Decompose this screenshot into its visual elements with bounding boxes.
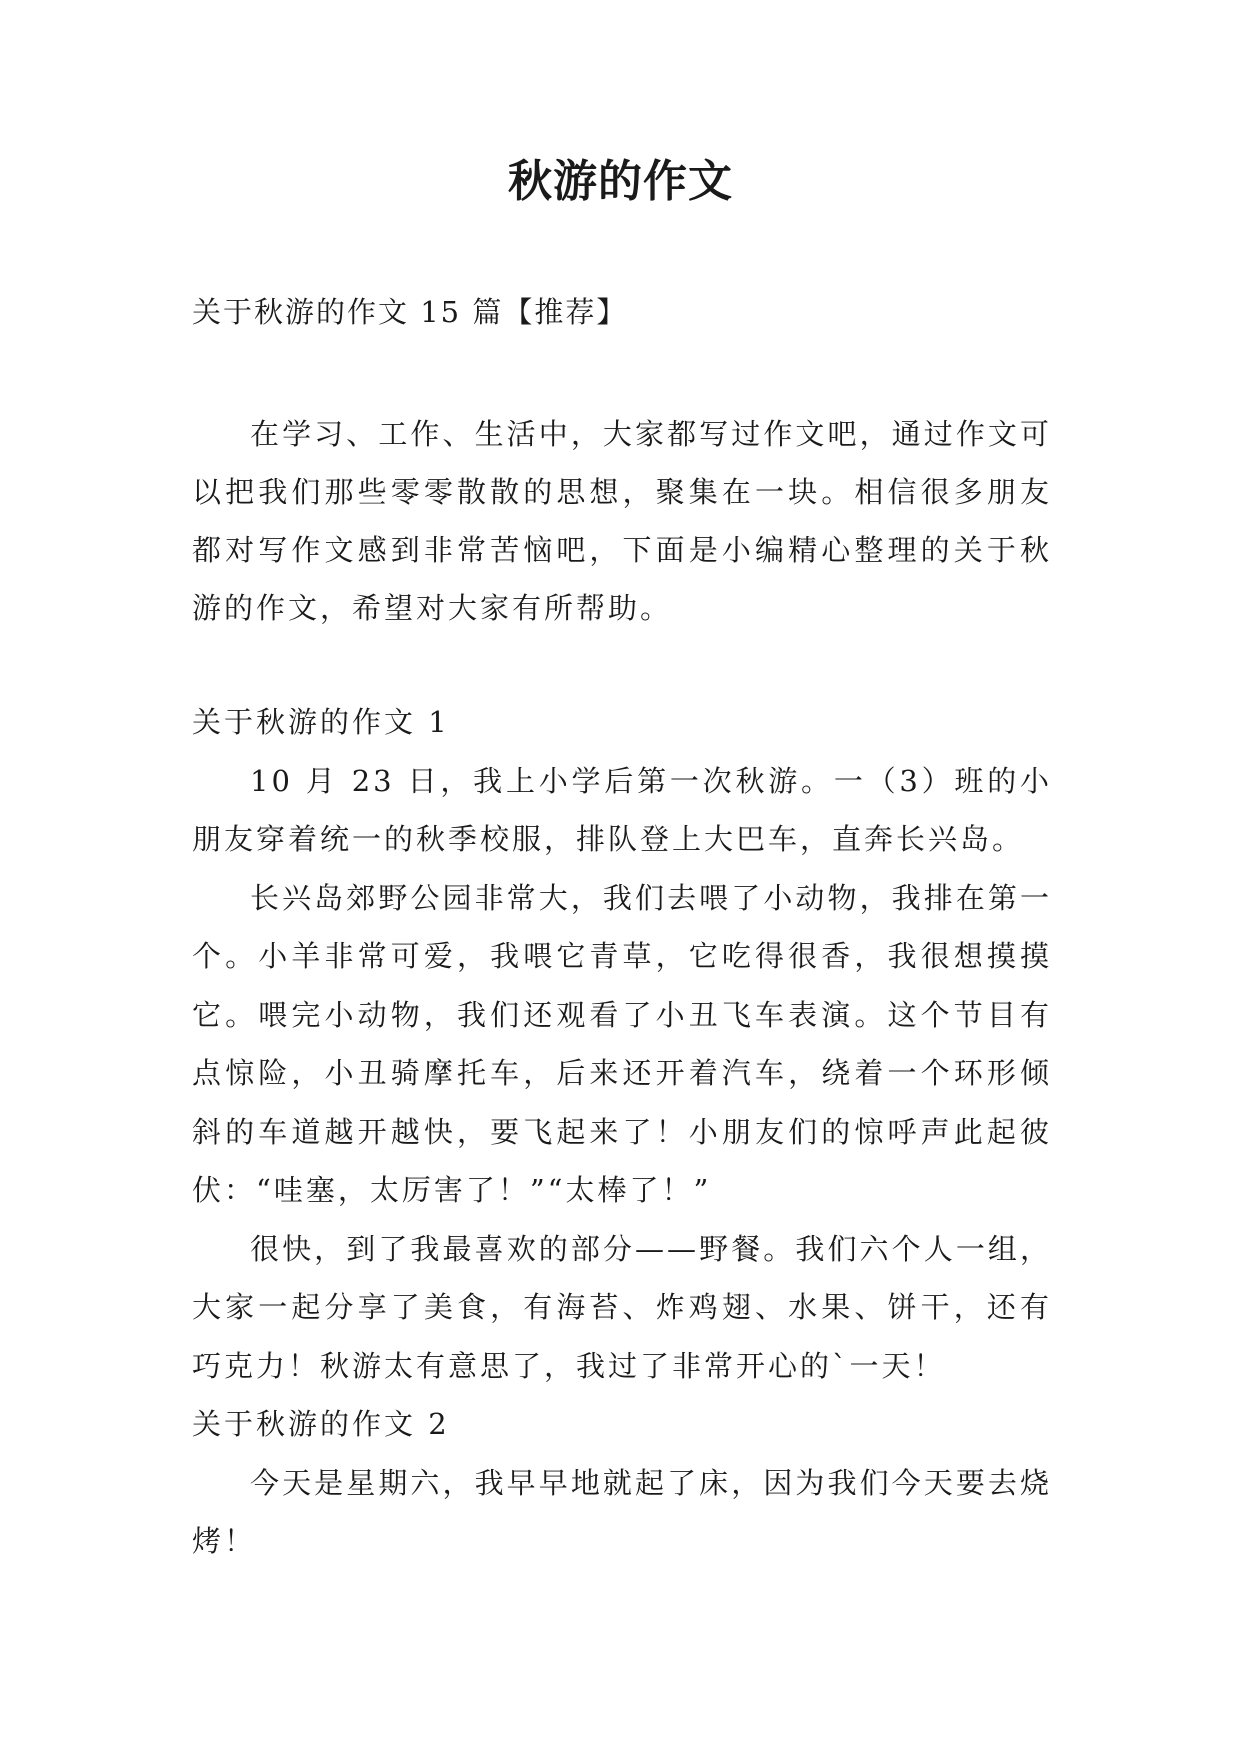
section-heading: 关于秋游的作文 2 bbox=[192, 1407, 450, 1441]
essay-sections bbox=[192, 693, 1052, 1571]
document-subtitle: 关于秋游的作文 15 篇【推荐】 bbox=[192, 295, 628, 329]
section-paragraph: 10 月 23 日，我上小学后第一次秋游。一（3）班的小朋友穿着统一的秋季校服，排队登上大巴车，直奔长兴岛。 bbox=[192, 763, 1052, 856]
section-paragraph: 很快，到了我最喜欢的部分——野餐。我们六个人一组，大家一起分享了美食，有海苔、炸鸡翅、水果、饼干，还有巧克力！秋游太有意思了，我过了非常开心的`一天！ bbox=[192, 1231, 1052, 1383]
intro-block bbox=[192, 405, 1052, 637]
section-heading: 关于秋游的作文 1 bbox=[192, 705, 450, 739]
intro-paragraph: 在学习、工作、生活中，大家都写过作文吧，通过作文可以把我们那些零零散散的思想，聚集在一块。相信很多朋友都对写作文感到非常苦恼吧，下面是小编精心整理的关于秋游的作文，希望对大家有所帮助。 bbox=[192, 417, 1052, 625]
document-title: 秋游的作文 bbox=[508, 156, 733, 207]
section-paragraph: 今天是星期六，我早早地就起了床，因为我们今天要去烧烤！ bbox=[192, 1465, 1052, 1558]
section-paragraph: 长兴岛郊野公园非常大，我们去喂了小动物，我排在第一个。小羊非常可爱，我喂它青草，它吃得很香，我很想摸摸它。喂完小动物，我们还观看了小丑飞车表演。这个节目有点惊险，小丑骑摩托车，后来还开着汽车，绕着一个环形倾斜的车道越开越快，要飞起来了！小朋友们的惊呼声此起彼伏：“哇塞，太厉害了！”“太棒了！” bbox=[192, 880, 1052, 1207]
